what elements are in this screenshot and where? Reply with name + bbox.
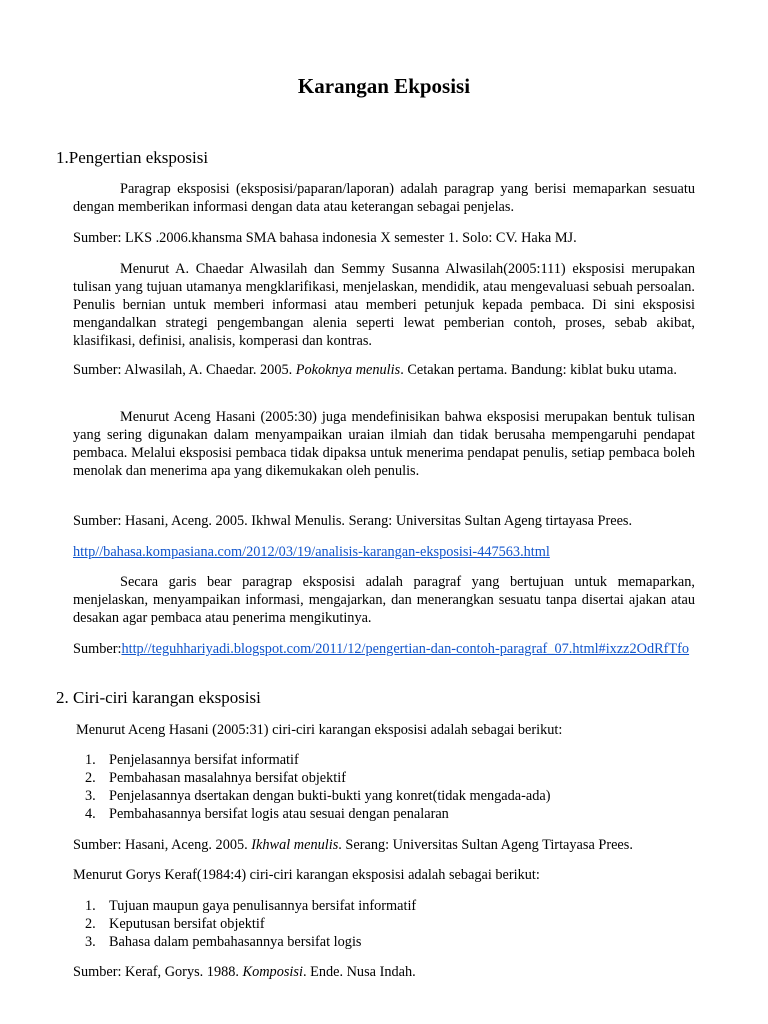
list-item xyxy=(85,769,685,787)
list-text: Penjelasannya bersifat informatif xyxy=(109,752,299,768)
section2-intro-2: Menurut Gorys Keraf(1984:4) ciri-ciri karangan eksposisi adalah sebagai berikut: xyxy=(73,867,540,883)
list-item xyxy=(85,805,685,823)
list-text: Pembahasannya bersifat logis atau sesuai dengan penalaran xyxy=(109,806,449,822)
characteristics-list-2 xyxy=(85,897,685,951)
list-text: Keputusan bersifat objektif xyxy=(109,916,265,932)
document-title: Karangan Ekposisi xyxy=(297,74,471,98)
source-text: Sumber: Hasani, Aceng. 2005. xyxy=(73,837,252,853)
list-number: 2. xyxy=(85,916,96,932)
blogspot-link[interactable]: http//teguhhariyadi.blogspot.com/2011/12/pengertian-dan-contoh-paragraf_07.html#ixzz2OdRfTfo xyxy=(121,641,690,657)
section1-heading: 1.Pengertian eksposisi xyxy=(56,148,209,167)
list-number: 3. xyxy=(85,934,96,950)
list-number: 2. xyxy=(85,770,96,786)
source-book-title: Pokoknya menulis xyxy=(295,362,401,378)
section1-source-4 xyxy=(73,640,695,658)
list-item xyxy=(85,933,685,951)
source-text: Sumber: Alwasilah, A. Chaedar. 2005. xyxy=(73,362,296,378)
list-number: 4. xyxy=(85,806,96,822)
section2-heading: 2. Ciri-ciri karangan eksposisi xyxy=(56,688,261,707)
list-text: Penjelasannya dsertakan dengan bukti-bukti yang konret(tidak mengada-ada) xyxy=(109,788,551,804)
list-text: Tujuan maupun gaya penulisannya bersifat informatif xyxy=(109,898,417,914)
source-text: . Serang: Universitas Sultan Ageng Tirtayasa Prees. xyxy=(338,837,633,853)
source-text: . Ende. Nusa Indah. xyxy=(302,964,416,980)
list-number: 1. xyxy=(85,898,96,914)
list-text: Bahasa dalam pembahasannya bersifat logis xyxy=(109,934,362,950)
characteristics-list-1 xyxy=(85,751,685,823)
section2-source-2 xyxy=(73,963,695,981)
list-item xyxy=(85,897,685,915)
section1-link-1 xyxy=(73,543,695,561)
list-item xyxy=(85,915,685,933)
section1-paragraph-2: Menurut A. Chaedar Alwasilah dan Semmy Susanna Alwasilah(2005:111) eksposisi merupakan tulisan yang tujuan utamanya mengklarifikasi, menjelaskan, mendidik, atau mengevaluasi sebuah persoalan. Penulis bernian untuk memberi informasi atau memberi petunjuk kepada pembaca. Di sini eksposisi mengandalkan strategi pengembangan alenia seperti lewat pemberian contoh, proses, sebab akibat, klasifikasi, definisi, analisis, komperasi dan kontras. xyxy=(73,261,695,349)
section2-source-1 xyxy=(73,836,695,854)
list-number: 1. xyxy=(85,752,96,768)
list-item xyxy=(85,787,685,805)
section1-source-2 xyxy=(73,361,695,379)
source-text: . Cetakan pertama. Bandung: kiblat buku utama. xyxy=(400,362,677,378)
section2-intro-1: Menurut Aceng Hasani (2005:31) ciri-ciri karangan eksposisi adalah sebagai berikut: xyxy=(76,722,563,738)
section1-source-1: Sumber: LKS .2006.khansma SMA bahasa indonesia X semester 1. Solo: CV. Haka MJ. xyxy=(73,230,577,246)
section1-source-3: Sumber: Hasani, Aceng. 2005. Ikhwal Menulis. Serang: Universitas Sultan Ageng tirtayasa Prees. xyxy=(73,513,633,529)
section1-paragraph-4: Secara garis bear paragrap eksposisi adalah paragraf yang bertujuan untuk memaparkan, menjelaskan, menyampaikan informasi, mengajarkan, dan menerangkan sesuatu tanpa disertai ajakan atau desakan agar pembaca atau penerima mengikutinya. xyxy=(73,574,695,626)
source-text: Sumber: Keraf, Gorys. 1988. xyxy=(73,964,243,980)
list-text: Pembahasan masalahnya bersifat objektif xyxy=(109,770,347,786)
source-book-title: Ikhwal menulis xyxy=(251,837,339,853)
source-label: Sumber: xyxy=(73,641,122,657)
list-number: 3. xyxy=(85,788,96,804)
section1-paragraph-1: Paragrap eksposisi (eksposisi/paparan/laporan) adalah paragrap yang berisi memaparkan sesuatu dengan memberikan informasi dengan data atau keterangan sebagai penjelas. xyxy=(73,181,695,215)
source-book-title: Komposisi xyxy=(242,964,303,980)
kompasiana-link[interactable]: http//bahasa.kompasiana.com/2012/03/19/analisis-karangan-eksposisi-447563.html xyxy=(73,544,550,560)
list-item xyxy=(85,751,685,769)
section1-paragraph-3: Menurut Aceng Hasani (2005:30) juga mendefinisikan bahwa eksposisi merupakan bentuk tulisan yang sering digunakan dalam menyampaikan uraian ilmiah dan tidak berusaha mempengaruhi pendapat pembaca. Melalui eksposisi pembaca tidak dipaksa untuk menerima pendapat penulis, setiap pembaca boleh menolak dan menerima apa yang dikemukakan oleh penulis. xyxy=(73,409,695,479)
